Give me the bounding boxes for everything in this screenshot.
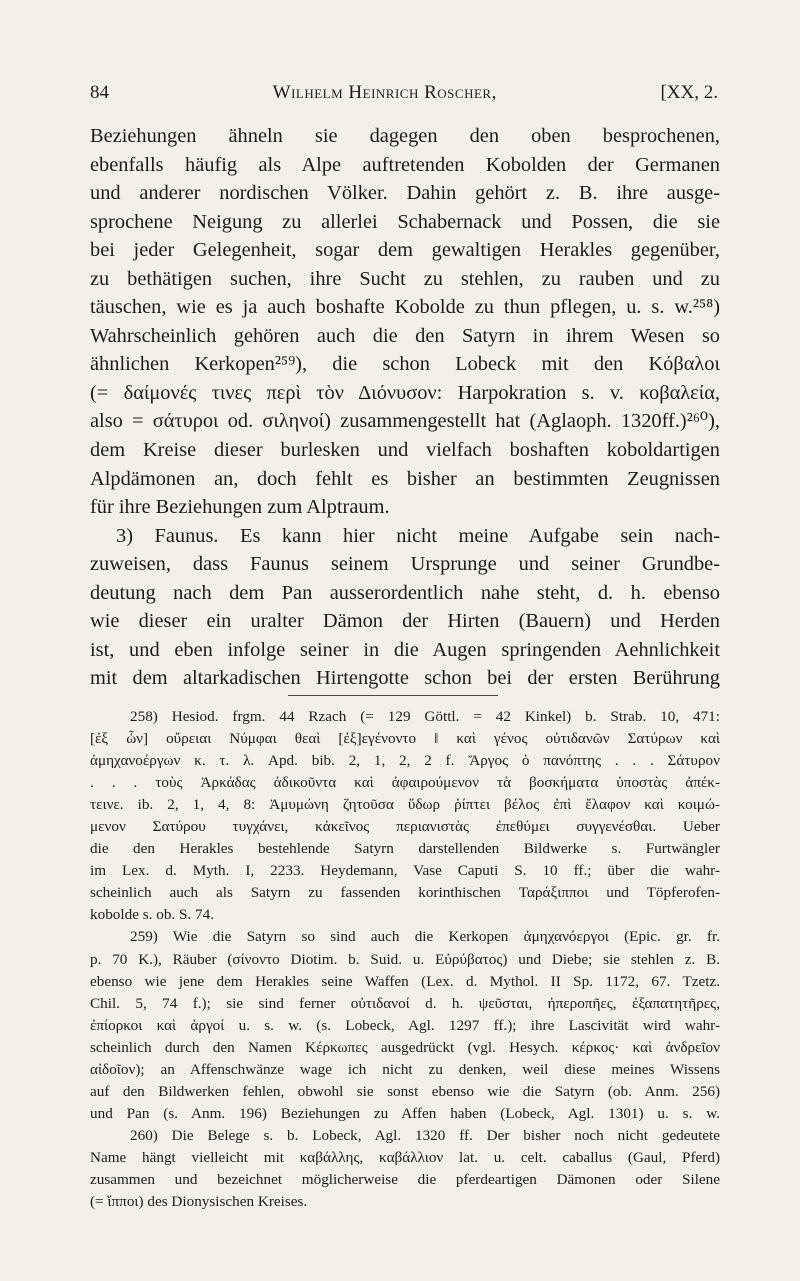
- footnote-line: (= ἵπποι) des Dionysischen Kreises.: [90, 1193, 308, 1211]
- body-line: dem Kreise dieser burlesken und vielfach boshaften koboldartigen: [90, 439, 720, 462]
- footnote-divider: [288, 695, 498, 696]
- page-number: 84: [90, 82, 109, 103]
- body-line: wie dieser ein uralter Dämon der Hirten (Bauern) und Herden: [90, 610, 720, 633]
- body-line: zu bethätigen suchen, ihre Sucht zu stehlen, zu rauben und zu: [90, 267, 720, 290]
- section-heading-line: 3) Faunus. Es kann hier nicht meine Aufgabe sein nach-: [116, 524, 720, 547]
- footnote-line: [ἐξ ὧν] οὔρειαι Νύμφαι θεαὶ [ἐξ]εγένοντο ‖ καὶ γένος οὐτιδανῶν Σατύρων καὶ: [90, 730, 720, 748]
- footnote-line: Chil. 5, 74 f.); sie sind ferner οὐτιδανοί d. h. ψεῦσται, ἠπεροπῆες, ἐξαπατητῆρες,: [90, 994, 720, 1012]
- body-line: Alpdämonen an, doch fehlt es bisher an bestimmten Zeugnissen: [90, 467, 720, 490]
- footnote-line: im Lex. d. Myth. I, 2233. Heydemann, Vase Caputi S. 10 ff.; über die wahr-: [90, 862, 720, 880]
- footnote-line: scheinlich durch den Namen Κέρκωπες ausgedrückt (vgl. Hesych. κέρκος· καὶ ἀνδρεῖον: [90, 1038, 720, 1056]
- footnote-line: 260) Die Belege s. b. Lobeck, Agl. 1320 ff. Der bisher noch nicht gedeutete: [130, 1126, 720, 1144]
- footnote-line: αἰδοῖον); an Affenschwänze wage ich nicht zu denken, weil diese meines Wissens: [90, 1060, 720, 1078]
- body-line: für ihre Beziehungen zum Alptraum.: [90, 496, 390, 519]
- body-line: und anderer nordischen Völker. Dahin gehört z. B. ihre ausge-: [90, 182, 720, 205]
- body-line: also = σάτυροι od. σιληνοί) zusammengestellt hat (Aglaoph. 1320ff.)²⁶⁰),: [90, 410, 720, 433]
- footnote-line: 259) Wie die Satyrn so sind auch die Kerkopen ἀμηχανόεργοι (Epic. gr. fr.: [130, 928, 720, 946]
- footnote-line: τεινε. ib. 2, 1, 4, 8: Ἀμυμώνη ζητοῦσα ὕδωρ ῥίπτει βέλος ἐπὶ ἔλαφον καὶ κοιμώ-: [90, 796, 720, 814]
- body-line: mit dem altarkadischen Hirtengotte schon bei der ersten Berührung: [90, 667, 720, 690]
- footnote-line: p. 70 K.), Räuber (σίνοντο Diotim. b. Suid. u. Εὐρύβατος) und Diebe; sie stehlen z. B.: [90, 950, 720, 968]
- body-line: bei jeder Gelegenheit, sogar dem gewaltigen Herakles gegenüber,: [90, 239, 720, 262]
- body-line: ebenfalls häufig als Alpe auftretenden Kobolden der Germanen: [90, 153, 720, 176]
- body-line: deutung nach dem Pan ausserordentlich nahe steht, d. h. ebenso: [90, 581, 720, 604]
- footnote-line: die den Herakles bestehlende Satyrn darstellenden Bildwerke s. Furtwängler: [90, 840, 720, 858]
- footnote-line: Name hängt vielleicht mit καβάλλης, καβάλλιον lat. u. celt. caballus (Gaul, Pferd): [90, 1148, 720, 1166]
- body-line: Wahrscheinlich gehören auch die den Satyrn in ihrem Wesen so: [90, 324, 720, 347]
- footnote-line: . . . τοὺς Ἀρκάδας ἀδικοῦντα καὶ ἀφαιρούμενον τὰ βοσκήματα ὑποστὰς ἀπέκ-: [90, 774, 720, 792]
- body-line: sprochene Neigung zu allerlei Schabernack und Possen, die sie: [90, 210, 720, 233]
- footnote-line: ebenso wie jene dem Herakles seine Waffen (Lex. d. Mythol. II Sp. 1172, 67. Tzetz.: [90, 972, 720, 990]
- footnote-line: scheinlich auch als Satyrn zu fassenden korinthischen Ταράξιπποι und Töpferofen-: [90, 884, 720, 902]
- footnote-line: ἐπίορκοι καὶ ἀργοί u. s. w. (s. Lobeck, Agl. 1297 ff.); ihre Lascivität wird wahr-: [90, 1016, 720, 1034]
- footnote-line: auf den Bildwerken fehlen, obwohl sie sonst ebenso wie die Satyrn (ob. Anm. 256): [90, 1082, 720, 1100]
- section-marker: [XX, 2.: [660, 82, 718, 103]
- footnote-line: zusammen und bezeichnet möglicherweise die pferdeartigen Dämonen oder Silene: [90, 1170, 720, 1188]
- footnote-line: und Pan (s. Anm. 196) Beziehungen zu Affen haben (Lobeck, Agl. 1301) u. s. w.: [90, 1104, 720, 1122]
- body-line: (= δαίμονές τινες περὶ τὸν Διόνυσον: Harpokration s. v. κοβαλεία,: [90, 381, 720, 404]
- footnote-line: ἀμηχανοέργων κ. τ. λ. Apd. bib. 2, 1, 2, 2 f. Ἄργος ὁ πανόπτης . . . Σάτυρον: [90, 752, 720, 770]
- body-line: täuschen, wie es ja auch boshafte Kobolde zu thun pflegen, u. s. w.²⁵⁸): [90, 296, 720, 319]
- footnote-line: μενον Σατύρου τυγχάνει, κἀκεῖνος περιανιστὰς ἐπεθύμει συγγενέσθαι. Ueber: [90, 818, 720, 836]
- body-line: ist, und eben infolge seiner in die Augen springenden Aehnlichkeit: [90, 638, 720, 661]
- footnote-line: kobolde s. ob. S. 74.: [90, 906, 215, 924]
- running-header: [90, 82, 718, 104]
- main-text: [90, 122, 720, 693]
- running-author: Wilhelm Heinrich Roscher,: [272, 82, 497, 103]
- body-line: zuweisen, dass Faunus seinem Ursprunge und seiner Grundbe-: [90, 553, 720, 576]
- footnote-line: 258) Hesiod. frgm. 44 Rzach (= 129 Göttl. = 42 Kinkel) b. Strab. 10, 471:: [130, 708, 720, 725]
- body-line: Beziehungen ähneln sie dagegen den oben besprochenen,: [90, 125, 720, 147]
- footnotes: [90, 706, 720, 1213]
- body-line: ähnlichen Kerkopen²⁵⁹), die schon Lobeck mit den Κόβαλοι: [90, 353, 720, 376]
